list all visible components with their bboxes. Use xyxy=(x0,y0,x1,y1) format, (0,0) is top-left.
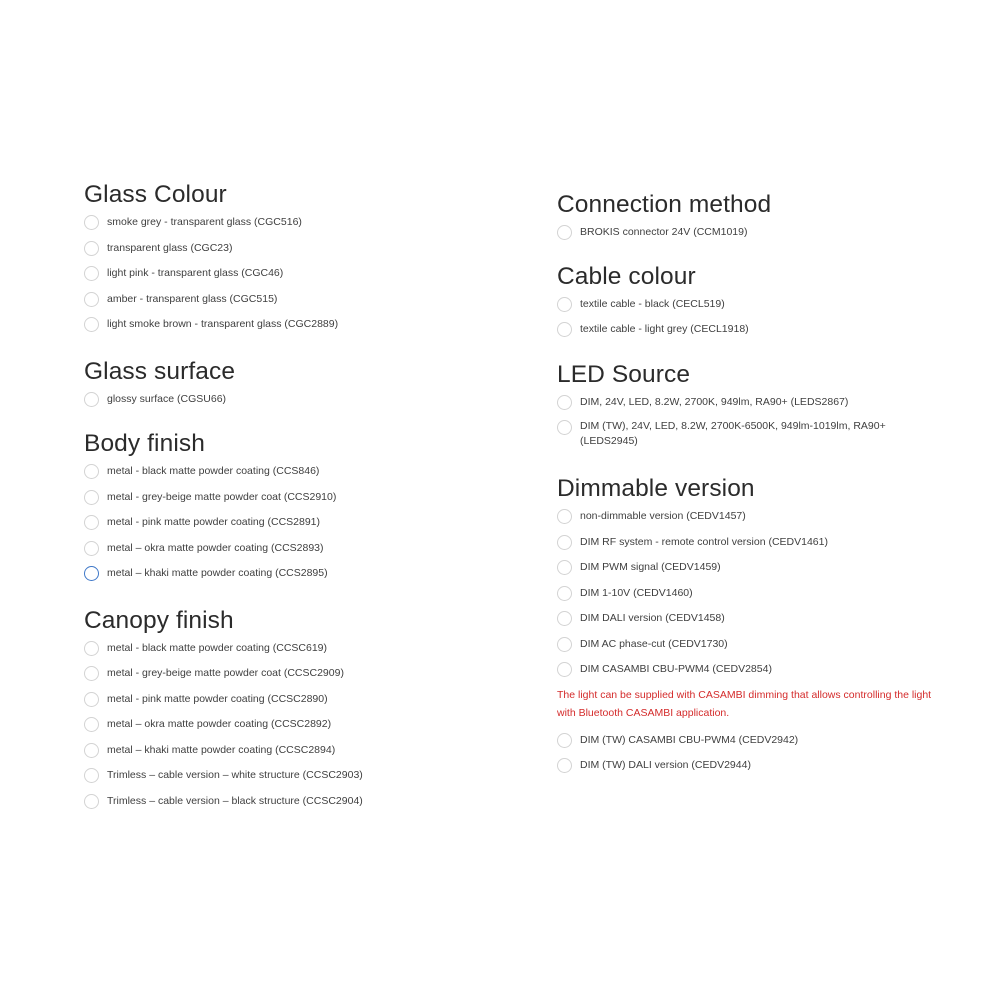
radio-button[interactable] xyxy=(557,225,572,240)
glass-colour-option[interactable] xyxy=(84,312,474,338)
right-column xyxy=(557,190,947,779)
glass-surface-group xyxy=(84,357,474,413)
option-label: metal – khaki matte powder coating (CCSC2894) xyxy=(107,743,336,756)
option-label: metal - black matte powder coating (CCS846) xyxy=(107,465,320,478)
radio-button[interactable] xyxy=(84,490,99,505)
dimmable-version-option[interactable] xyxy=(557,657,947,683)
cable-colour-option[interactable] xyxy=(557,292,947,318)
glass-surface-title: Glass surface xyxy=(84,357,236,385)
connection-method-option[interactable] xyxy=(557,220,947,246)
led-source-option[interactable] xyxy=(557,415,947,453)
option-label: DIM DALI version (CEDV1458) xyxy=(580,612,725,625)
dimmable-version-option[interactable] xyxy=(557,632,947,658)
canopy-finish-option[interactable] xyxy=(84,789,474,815)
canopy-finish-option[interactable] xyxy=(84,763,474,789)
casambi-note: The light can be supplied with CASAMBI dimming that allows controlling the light with Bluetooth CASAMBI application. xyxy=(557,688,932,719)
dimmable-version-option[interactable] xyxy=(557,606,947,632)
radio-button[interactable] xyxy=(84,464,99,479)
glass-surface-option[interactable] xyxy=(84,387,474,413)
option-label: light pink - transparent glass (CGC46) xyxy=(107,267,284,280)
connection-method-title: Connection method xyxy=(557,191,772,218)
option-label: Trimless – cable version – black structure (CCSC2904) xyxy=(107,794,363,807)
connection-method-group xyxy=(557,190,947,246)
cable-colour-group xyxy=(557,262,947,343)
radio-button[interactable] xyxy=(557,611,572,626)
radio-button[interactable] xyxy=(84,666,99,681)
option-label: metal - pink matte powder coating (CCSC2890) xyxy=(107,692,328,705)
option-label: metal - grey-beige matte powder coat (CCS2910) xyxy=(107,490,337,503)
body-finish-group xyxy=(84,429,474,587)
radio-button[interactable] xyxy=(84,641,99,656)
option-label: smoke grey - transparent glass (CGC516) xyxy=(107,216,302,229)
canopy-finish-title: Canopy finish xyxy=(84,606,234,634)
option-label: non-dimmable version (CEDV1457) xyxy=(580,510,746,523)
glass-colour-title: Glass Colour xyxy=(84,181,227,208)
glass-colour-option[interactable] xyxy=(84,287,474,313)
canopy-finish-group xyxy=(84,606,474,815)
option-label: amber - transparent glass (CGC515) xyxy=(107,292,278,305)
option-label: textile cable - light grey (CECL1918) xyxy=(580,323,749,336)
option-label: textile cable - black (CECL519) xyxy=(580,297,725,310)
option-label: DIM RF system - remote control version (CEDV1461) xyxy=(580,535,828,548)
radio-button[interactable] xyxy=(557,637,572,652)
radio-button[interactable] xyxy=(557,395,572,410)
canopy-finish-option[interactable] xyxy=(84,636,474,662)
option-label: metal - black matte powder coating (CCSC619) xyxy=(107,641,328,654)
radio-button[interactable] xyxy=(557,535,572,550)
radio-button[interactable] xyxy=(84,717,99,732)
option-label: metal – okra matte powder coating (CCS2893) xyxy=(107,541,324,554)
canopy-finish-option[interactable] xyxy=(84,687,474,713)
radio-button[interactable] xyxy=(557,733,572,748)
body-finish-option[interactable] xyxy=(84,561,474,587)
dimmable-version-option[interactable] xyxy=(557,504,947,530)
radio-button[interactable] xyxy=(557,662,572,677)
radio-button[interactable] xyxy=(557,509,572,524)
radio-button[interactable] xyxy=(84,215,99,230)
option-label: metal - pink matte powder coating (CCS2891) xyxy=(107,516,321,529)
body-finish-title: Body finish xyxy=(84,430,205,457)
dimmable-version-option[interactable] xyxy=(557,728,947,754)
glass-colour-option[interactable] xyxy=(84,261,474,287)
led-source-option[interactable] xyxy=(557,390,947,416)
radio-button[interactable] xyxy=(557,297,572,312)
option-label: metal – khaki matte powder coating (CCS2895) xyxy=(107,567,328,580)
glass-colour-group xyxy=(84,180,474,338)
cable-colour-option[interactable] xyxy=(557,317,947,343)
radio-button[interactable] xyxy=(84,794,99,809)
dimmable-version-option[interactable] xyxy=(557,581,947,607)
radio-button[interactable] xyxy=(557,560,572,575)
dimmable-version-option[interactable] xyxy=(557,753,947,779)
option-label: glossy surface (CGSU66) xyxy=(107,392,227,405)
left-column xyxy=(84,180,474,814)
led-source-group xyxy=(557,360,947,454)
cable-colour-title: Cable colour xyxy=(557,262,696,290)
radio-button[interactable] xyxy=(84,266,99,281)
dimmable-version-option[interactable] xyxy=(557,555,947,581)
radio-button[interactable] xyxy=(557,586,572,601)
radio-button[interactable] xyxy=(84,292,99,307)
option-label: DIM, 24V, LED, 8.2W, 2700K, 949lm, RA90+ (LEDS2867) xyxy=(580,395,849,408)
glass-colour-option[interactable] xyxy=(84,210,474,236)
radio-button[interactable] xyxy=(84,768,99,783)
led-source-title: LED Source xyxy=(557,360,691,388)
canopy-finish-option[interactable] xyxy=(84,661,474,687)
radio-button[interactable] xyxy=(84,566,99,581)
radio-button[interactable] xyxy=(84,392,99,407)
option-label: light smoke brown - transparent glass (CGC2889) xyxy=(107,318,339,331)
option-label: DIM AC phase-cut (CEDV1730) xyxy=(580,637,728,650)
canopy-finish-option[interactable] xyxy=(84,712,474,738)
option-label: DIM (TW) CASAMBI CBU-PWM4 (CEDV2942) xyxy=(580,733,799,746)
radio-button[interactable] xyxy=(557,322,572,337)
dimmable-version-group xyxy=(557,474,947,779)
body-finish-option[interactable] xyxy=(84,485,474,511)
radio-button[interactable] xyxy=(84,515,99,530)
option-label: DIM CASAMBI CBU-PWM4 (CEDV2854) xyxy=(580,663,772,676)
glass-colour-option[interactable] xyxy=(84,236,474,262)
body-finish-option[interactable] xyxy=(84,536,474,562)
dimmable-version-option[interactable] xyxy=(557,530,947,556)
radio-button[interactable] xyxy=(557,420,572,435)
dimmable-version-title: Dimmable version xyxy=(557,475,755,502)
radio-button[interactable] xyxy=(557,758,572,773)
canopy-finish-option[interactable] xyxy=(84,738,474,764)
radio-button[interactable] xyxy=(84,241,99,256)
option-label: DIM PWM signal (CEDV1459) xyxy=(580,561,721,574)
option-label: DIM 1-10V (CEDV1460) xyxy=(580,586,693,599)
body-finish-option[interactable] xyxy=(84,510,474,536)
radio-button[interactable] xyxy=(84,317,99,332)
option-label: metal - grey-beige matte powder coat (CCSC2909) xyxy=(107,667,344,680)
body-finish-option[interactable] xyxy=(84,459,474,485)
option-label: BROKIS connector 24V (CCM1019) xyxy=(580,226,748,239)
option-label: metal – okra matte powder coating (CCSC2892) xyxy=(107,718,332,731)
option-label: DIM (TW), 24V, LED, 8.2W, 2700K-6500K, 949lm-1019lm, RA90+ (LEDS2945) xyxy=(580,420,886,447)
radio-button[interactable] xyxy=(84,541,99,556)
option-label: Trimless – cable version – white structure (CCSC2903) xyxy=(107,769,363,782)
radio-button[interactable] xyxy=(84,743,99,758)
radio-button[interactable] xyxy=(84,692,99,707)
option-label: transparent glass (CGC23) xyxy=(107,241,233,254)
option-label: DIM (TW) DALI version (CEDV2944) xyxy=(580,759,751,772)
